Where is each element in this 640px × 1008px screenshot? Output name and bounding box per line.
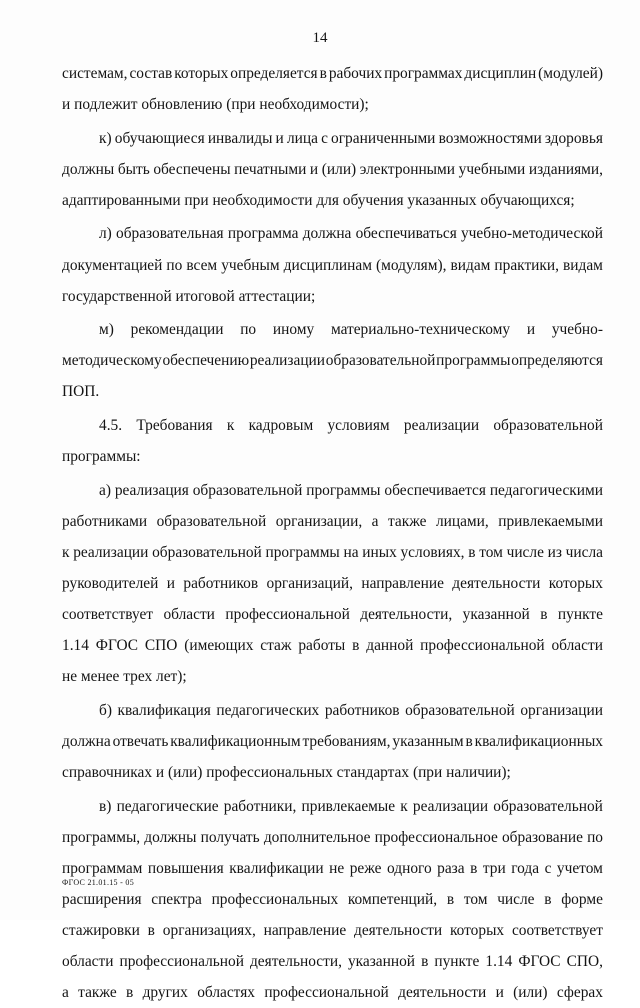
text-line: работниками образовательной организации, а также лицами, привлекаемыми bbox=[62, 512, 603, 530]
text-line: должны быть обеспечены печатными и (или) электронными учебными изданиями, bbox=[62, 160, 603, 178]
text-line: 1.14 ФГОС СПО (имеющих стаж работы в данной профессиональной области bbox=[62, 637, 603, 655]
document-footer-code: ФГОС 21.01.15 - 05 bbox=[62, 878, 135, 887]
text-line: государственной итоговой аттестации; bbox=[62, 287, 316, 305]
page-number: 14 bbox=[312, 30, 328, 46]
text-line: соответствует области профессиональной деятельности, указанной в пункте bbox=[62, 606, 603, 624]
paragraph bbox=[62, 314, 603, 407]
text-line: а также в других областях профессиональной деятельности и (или) сферах bbox=[62, 984, 603, 1002]
text-line: к) обучающиеся инвалиды и лица с ограниченными возможностями здоровья bbox=[99, 129, 603, 147]
paragraph bbox=[62, 410, 603, 472]
paragraph bbox=[62, 218, 603, 311]
text-line: руководителей и работников организаций, направление деятельности которых bbox=[62, 575, 603, 592]
text-line: б) квалификация педагогических работников образовательной организации bbox=[99, 701, 603, 719]
text-line: адаптированными при необходимости для обучения указанных обучающихся; bbox=[62, 191, 575, 209]
text-line: а) реализация образовательной программы обеспечивается педагогическими bbox=[99, 481, 603, 499]
text-line: области профессиональной деятельности, указанной в пункте 1.14 ФГОС СПО, bbox=[62, 953, 603, 971]
text-line: системам, состав которых определяется в рабочих программах дисциплин (модулей) bbox=[62, 65, 603, 82]
text-line: и подлежит обновлению (при необходимости); bbox=[62, 96, 369, 114]
text-line: справочниках и (или) профессиональных стандартах (при наличии); bbox=[62, 764, 511, 782]
paragraph bbox=[62, 475, 603, 693]
text-line: не менее трех лет); bbox=[62, 668, 187, 686]
text-line: программы: bbox=[62, 448, 141, 466]
paragraph bbox=[62, 695, 603, 788]
text-line: ПОП. bbox=[62, 383, 100, 401]
paragraph bbox=[62, 58, 603, 120]
text-line: к реализации образовательной программы на иных условиях, в том числе из числа bbox=[62, 543, 603, 561]
text-line: стажировки в организациях, направление деятельности которых соответствует bbox=[62, 922, 603, 940]
text-line: 4.5. Требования к кадровым условиям реализации образовательной bbox=[99, 417, 603, 435]
paragraph bbox=[62, 123, 603, 216]
text-line: программы, должны получать дополнительное профессиональное образование по bbox=[62, 828, 603, 846]
paragraph bbox=[62, 791, 603, 1008]
document-body bbox=[62, 58, 603, 1008]
text-line: расширения спектра профессиональных компетенций, в том числе в форме bbox=[62, 890, 603, 908]
text-line: м) рекомендации по иному материально-техническому и учебно- bbox=[99, 321, 603, 339]
text-line: л) образовательная программа должна обеспечиваться учебно-методической bbox=[99, 225, 603, 243]
text-line: программам повышения квалификации не реже одного раза в три года с учетом bbox=[62, 859, 603, 877]
text-line: должна отвечать квалификационным требованиям, указанным в квалификационных bbox=[62, 732, 603, 750]
text-line: в) педагогические работники, привлекаемые к реализации образовательной bbox=[99, 797, 603, 815]
text-line: методическому обеспечению реализации образовательной программы определяются bbox=[62, 352, 603, 370]
text-line: документацией по всем учебным дисциплинам (модулям), видам практики, видам bbox=[62, 256, 603, 274]
